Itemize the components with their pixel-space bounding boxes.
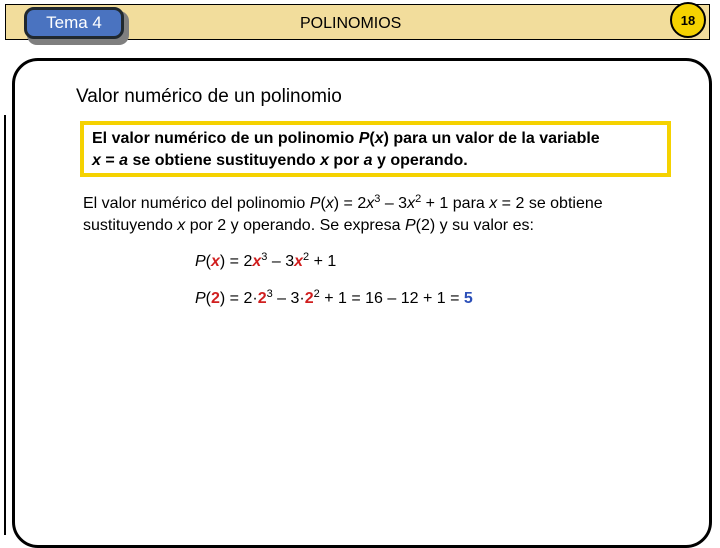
page-number-badge: 18 — [670, 2, 706, 38]
body-text: = 2 se obtiene — [497, 195, 603, 212]
body-text: ) = 2 — [333, 195, 367, 212]
value-highlight: 2 — [304, 290, 314, 307]
value-highlight: 2 — [257, 290, 267, 307]
result-value: 5 — [463, 290, 473, 307]
var-P: P — [195, 290, 206, 307]
tema-label: Tema 4 — [46, 13, 102, 32]
tema-tab[interactable] — [24, 7, 124, 39]
body-text: por 2 y operando. Se expresa — [185, 217, 405, 234]
definition-text: ) para un valor de la variable — [383, 130, 600, 147]
formula-text: ) = 2 — [219, 253, 253, 270]
var-P: P — [358, 130, 370, 147]
exponent: 2 — [303, 251, 310, 263]
formula-text: + 1 = 16 – 12 + 1 = — [319, 290, 464, 307]
definition-text: se obtiene sustituyendo — [128, 152, 321, 169]
exponent: 2 — [313, 288, 320, 300]
exponent: 3 — [374, 193, 381, 205]
var-x: x — [92, 152, 101, 169]
var-x: x — [325, 195, 334, 212]
body-text: El valor numérico del polinomio — [83, 195, 310, 212]
exponent: 3 — [261, 251, 268, 263]
body-text: sustituyendo — [83, 217, 178, 234]
var-P: P — [195, 253, 206, 270]
definition-text: y operando. — [372, 152, 468, 169]
formula-text: ) = 2· — [219, 290, 258, 307]
formula-text: – 3 — [267, 253, 295, 270]
var-a: a — [363, 152, 373, 169]
definition-text: El valor numérico de un polinomio — [92, 130, 359, 147]
evaluation-formula: $P(2) = 2\cdot 2^3 - 3\cdot 2^2 + 1 = 16 - 12 + 1 = 5$ — [195, 288, 473, 307]
exponent: 3 — [266, 288, 273, 300]
formula-text: + 1 — [309, 253, 337, 270]
var-x: x — [177, 217, 186, 234]
body-text: + 1 para — [421, 195, 490, 212]
left-margin-line — [4, 115, 6, 535]
var-P: P — [404, 217, 416, 234]
var-x: x — [320, 152, 329, 169]
section-title: Valor numérico de un polinomio — [76, 86, 342, 107]
var-x: x — [366, 195, 375, 212]
var-a: a — [119, 152, 129, 169]
body-text: (2) y su valor es: — [415, 217, 534, 234]
var-x-highlight: x — [252, 253, 262, 270]
body-paragraph: El valor numérico del polinomio $P(x) = 2x^3 - 3x^2 + 1$ para x = 2 se obtiene sustituyendo x por 2 y operando. Se expresa P(2) y su valor es: — [83, 193, 603, 234]
body-text: – 3 — [380, 195, 408, 212]
value-highlight: 2 — [211, 290, 220, 307]
definition-text: = — [100, 152, 120, 169]
var-x: x — [407, 195, 416, 212]
var-x-highlight: x — [211, 253, 220, 270]
exponent: 2 — [415, 193, 422, 205]
definition-text: por — [328, 152, 364, 169]
var-P: P — [309, 195, 321, 212]
polynomial-formula: $P(x) = 2x^3 - 3x^2 + 1$ — [195, 251, 337, 270]
var-x-highlight: x — [294, 253, 303, 270]
page-title: POLINOMIOS — [300, 15, 402, 32]
definition-box: El valor numérico de un polinomio P(x) para un valor de la variable x = a se obtiene sustituyendo x por a y operando. — [80, 121, 671, 177]
formula-text: – 3· — [272, 290, 305, 307]
var-x: x — [489, 195, 498, 212]
var-x: x — [374, 130, 384, 147]
